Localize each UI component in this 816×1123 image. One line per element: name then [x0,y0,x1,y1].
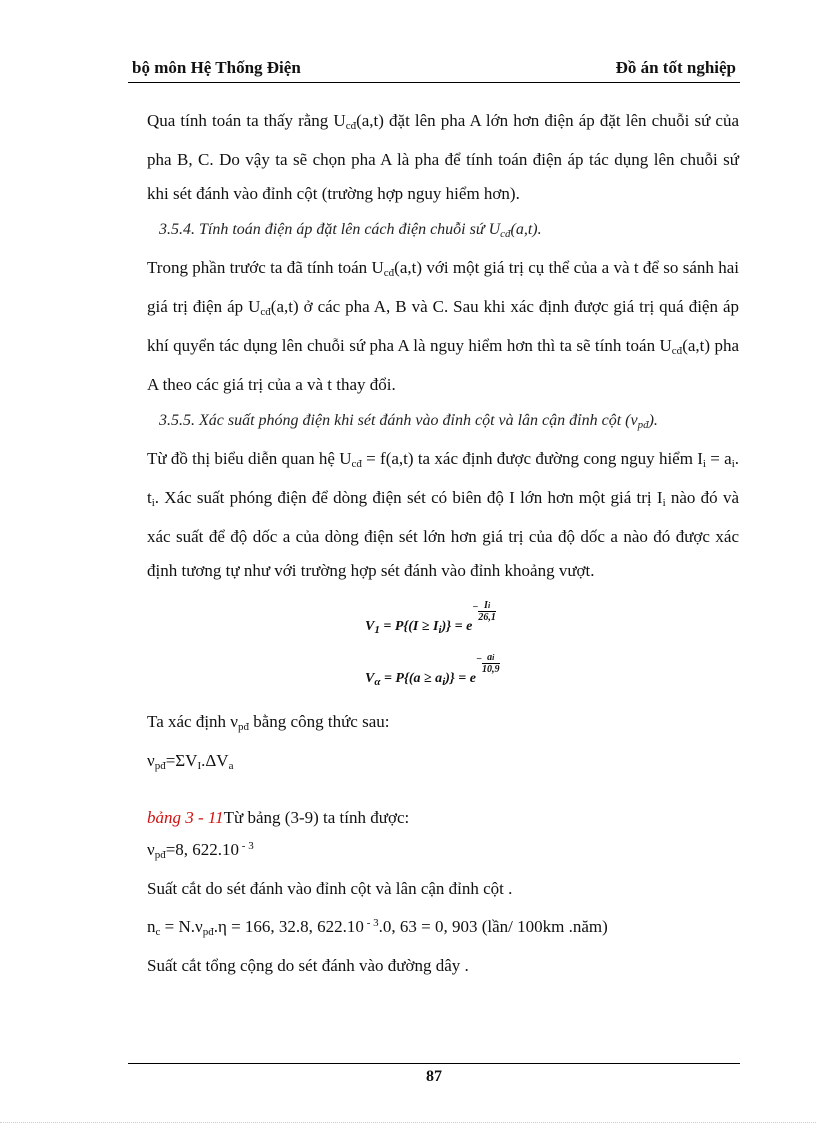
header-department: bộ môn Hệ Thống Điện [132,58,301,77]
paragraph-voltage-calculation: Trong phần trước ta đã tính toán $U_{cđ}(a,t)$ với một giá trị cụ thể của a và t để so sánh hai giá trị điện áp $U_{cđ}(a,t)$ ở các pha A, B và C. Sau khi xác định được giá trị quá điện áp khí quyển tác dụng lên chuỗi sứ pha A là nguy hiểm hơn thì ta sẽ tính toán $U_{cđ}(a,t)$ pha A theo các giá trị của a và t thay đổi. [147,258,740,394]
page-footer [128,1063,740,1086]
line-cut-rate-title: Suất cắt do sét đánh vào đỉnh cột và lân cận đỉnh cột . [147,879,513,898]
paragraph-phase-comparison: Qua tính toán ta thấy rằng $U_{cđ}(a,t)$ đặt lên pha A lớn hơn điện áp đặt lên chuỗi sứ của pha B, C. Do vậy ta sẽ chọn pha A là pha để tính toán điện áp tác dụng lên chuỗi sứ khi sét đánh vào đỉnh cột (trường hợp nguy hiểm hơn). [147,111,739,203]
formula-exponent: $\frac{ai}{10,9}$ [482,652,500,675]
formula-slope-probability: $V_\alpha = P\{(a \ge a_i)\} = e^-$ $\frac{ai}{10,9}$ [365,652,500,688]
line-total-cut-rate: Suất cắt tổng cộng do sét đánh vào đường dây . [147,956,469,975]
page-body [147,104,739,980]
line-cut-rate-formula: $n_c = N.\nu_{pđ}.\eta = 166$, 32.8, 622.10 $^{- 3}$.0, 63 = 0, 903 (lần/ 100km .năm) [147,917,608,938]
section-heading-3-5-5: 3.5.5. Xác suất phóng điện khi sét đánh vào đỉnh cột và lân cận đỉnh cột $(\nu_{pđ})$. [159,412,658,431]
line-table-reference: bảng 3 - 11Từ bảng (3-9) ta tính được: [147,808,410,827]
page-number: 87 [426,1068,442,1085]
line-vpd-value: $\nu_{pđ}=8$, 622.10 $^{- 3}$ [147,840,254,861]
line-define-vpd: Ta xác định $\nu_{pđ}$ bằng công thức sau: [147,712,390,733]
paragraph-danger-curve: Từ đồ thị biểu diễn quan hệ $U_{cđ} = f(a,t)$ ta xác định được đường cong nguy hiểm $I_i = a_i$. $t_i$. Xác suất phóng điện để dòng điện sét có biên độ I lớn hơn một giá trị $I_i$ nào đó và xác suất để độ dốc a của dòng điện sét lớn hơn giá trị của độ dốc a nào đó được xác định tương tự như với trường hợp sét đánh vào đỉnh khoảng vượt. [147,449,739,580]
section-heading-3-5-4: 3.5.4. Tính toán điện áp đặt lên cách điện chuỗi sứ $U_{cđ}(a,t)$. [159,221,542,240]
table-label: bảng 3 - 11 [147,808,224,827]
header-document-type: Đồ án tốt nghiệp [615,58,736,77]
formula-current-probability: $V_1 = P\{(I \ge I_i)\} = e^-$ $\frac{Ii}{26,1}$ [365,600,496,636]
page-header [128,56,740,83]
formula-exponent: $\frac{Ii}{26,1}$ [478,600,496,623]
line-vpd-formula: $\nu_{pđ}=\Sigma V_I.\Delta V_a$ [147,751,234,772]
